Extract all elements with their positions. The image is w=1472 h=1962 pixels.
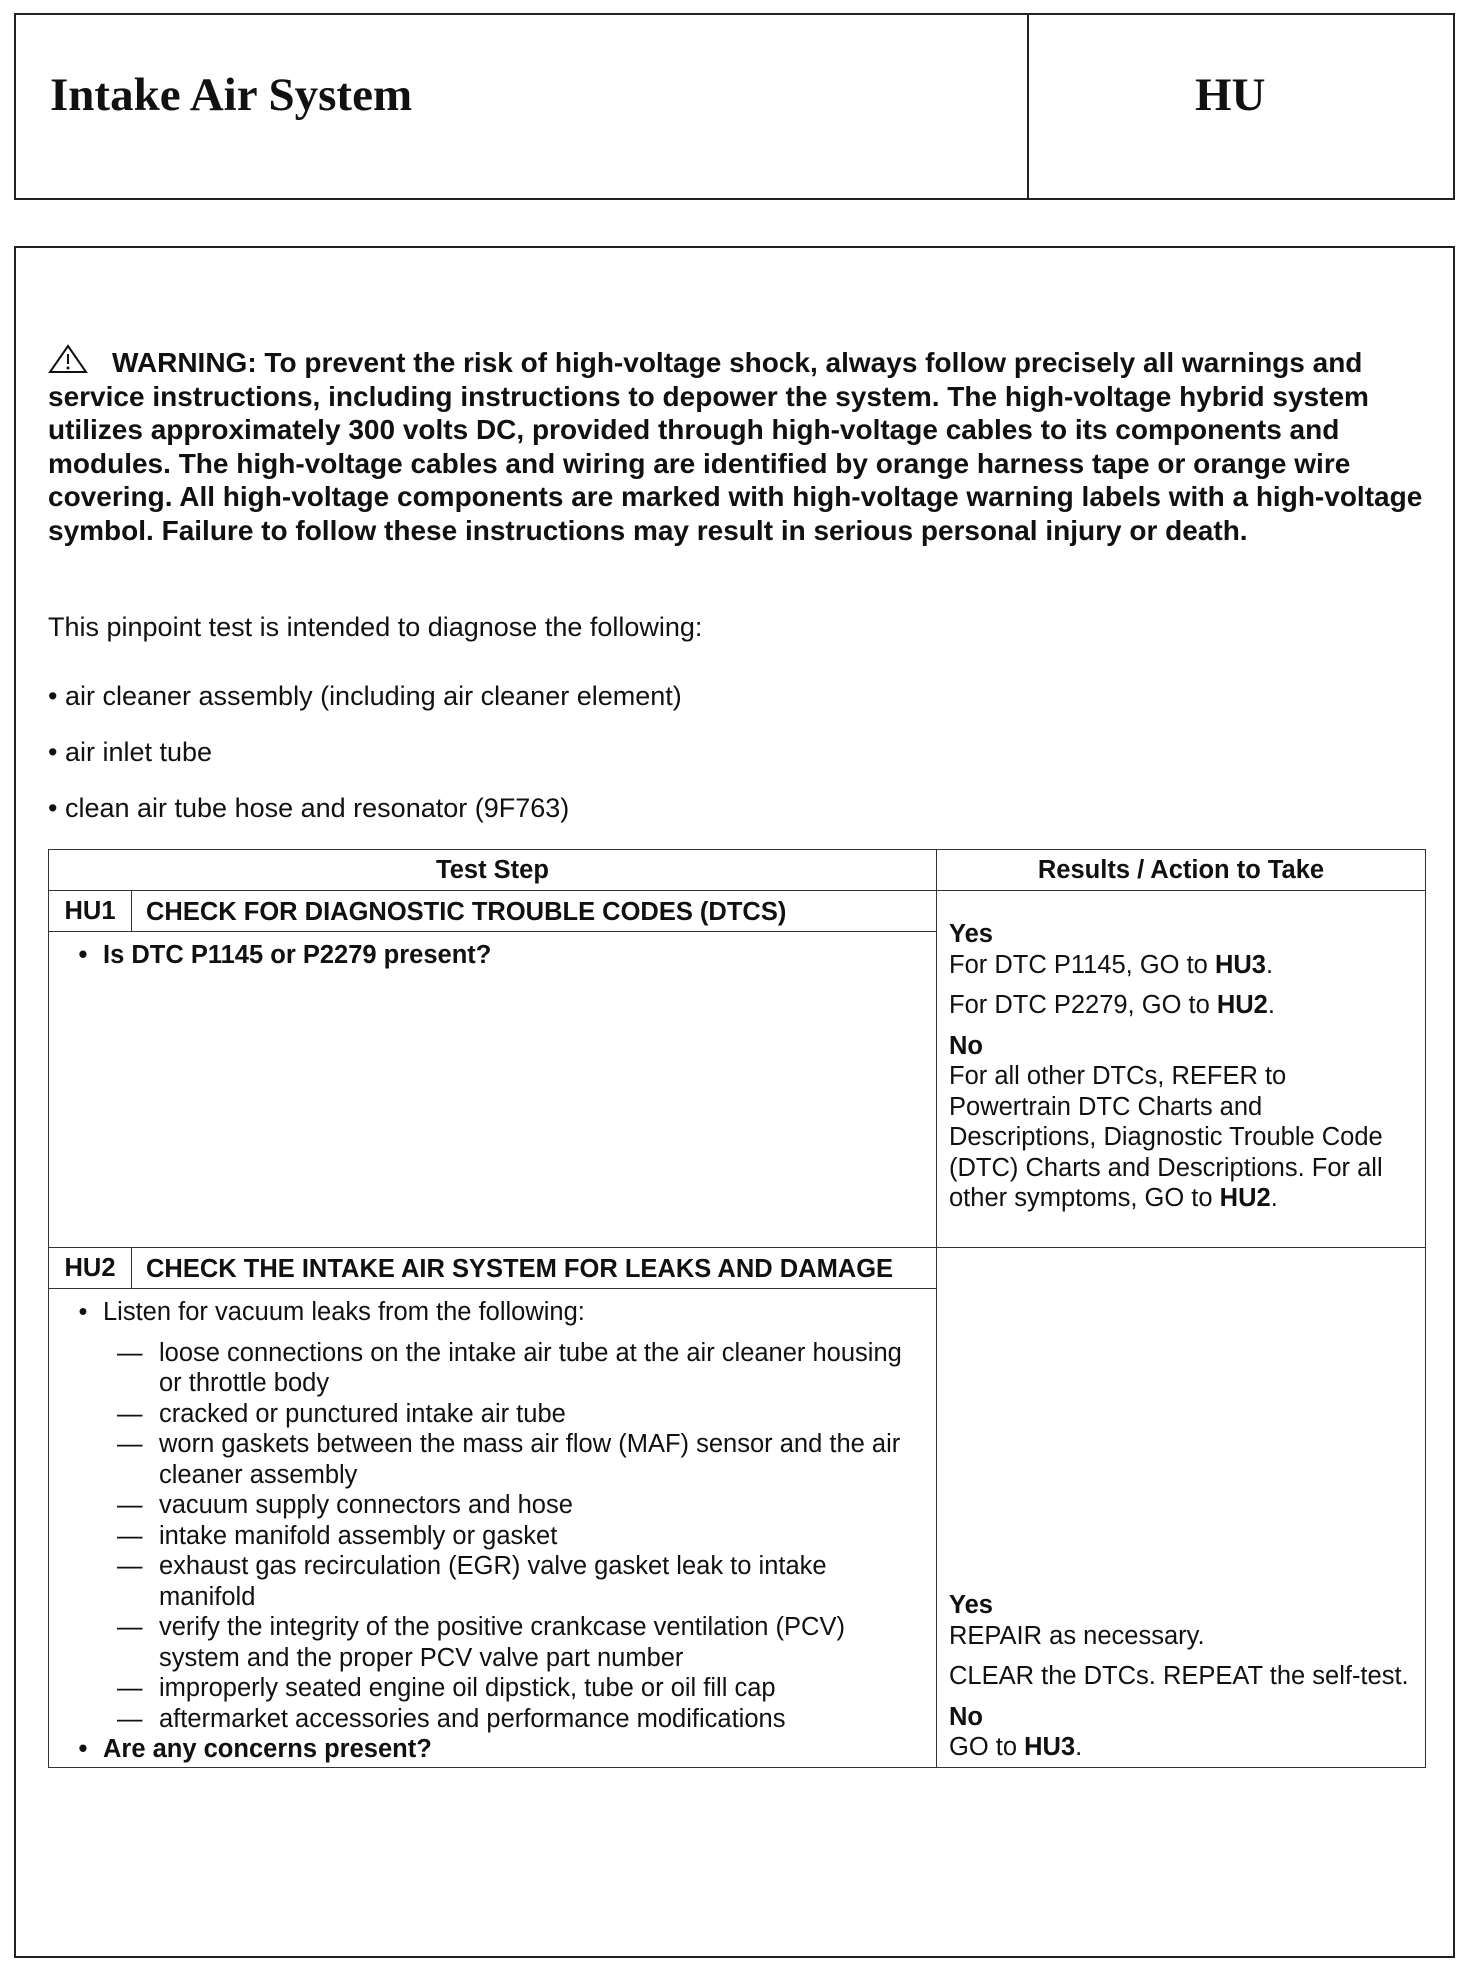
col-test-step: Test Step [49, 850, 937, 891]
step-body: • Is DTC P1145 or P2279 present? [49, 932, 937, 1248]
pinpoint-test-table [48, 849, 1426, 1768]
list-item: • air inlet tube [48, 737, 213, 767]
table-row [49, 891, 1426, 932]
list-item: — exhaust gas recirculation (EGR) valve gasket leak to intake manifold [117, 1552, 827, 1611]
step-code: HU1 [49, 891, 132, 932]
section-code: HU [1195, 69, 1266, 121]
step-code: HU2 [49, 1248, 132, 1289]
list-item: • clean air tube hose and resonator (9F763) [48, 793, 570, 823]
intro-text: This pinpoint test is intended to diagnose the following: [48, 612, 703, 642]
leak-list [63, 1338, 926, 1735]
table-row [49, 1248, 1426, 1289]
list-item: — loose connections on the intake air tube at the air cleaner housing or throttle body [117, 1338, 902, 1397]
warning-block [48, 344, 1428, 547]
step-body: • Listen for vacuum leaks from the following: — loose connections on the intake air tube at the air cleaner housing or throttle body — cracked or punctured intake air tube — worn gaskets between the mass air flow (MAF) sensor and the air cleaner assembly — vacuum supply connectors and hose — intake manifold assembly or gasket — exhaust gas recirculation (EGR) valve gasket leak to intake manifold — verify the integrity of the positive crankcase ventilation (PCV) system and the proper PCV valve part number — improperly seated engine oil dipstick, tube or oil fill cap — aftermarket accessories and performance modifications • Are any concerns present? [49, 1289, 937, 1768]
table-header [49, 850, 1426, 891]
list-item: — worn gaskets between the mass air flow (MAF) sensor and the air cleaner assembly [117, 1430, 901, 1489]
title-divider [1027, 15, 1029, 198]
list-item: — improperly seated engine oil dipstick, tube or oil fill cap [117, 1674, 776, 1702]
step-heading: CHECK THE INTAKE AIR SYSTEM FOR LEAKS AND DAMAGE [132, 1248, 937, 1289]
list-item: — vacuum supply connectors and hose [117, 1491, 573, 1519]
list-item: — cracked or punctured intake air tube [117, 1399, 566, 1428]
diagnose-list [48, 668, 682, 836]
list-item: • air cleaner assembly (including air cleaner element) [48, 681, 682, 711]
warning-triangle-icon [48, 344, 88, 374]
step-results: Yes For DTC P1145, GO to HU3. For DTC P2279, GO to HU2. No For all other DTCs, REFER to Powertrain DTC Charts and Descriptions, Diagnostic Trouble Code (DTC) Charts and Descriptions. For all other symptoms, GO to HU2. [937, 891, 1426, 1248]
list-item: — aftermarket accessories and performance modifications [117, 1704, 786, 1733]
step-results: Yes REPAIR as necessary. CLEAR the DTCs. REPEAT the self-test. No GO to HU3. [937, 1248, 1426, 1768]
step-heading: CHECK FOR DIAGNOSTIC TROUBLE CODES (DTCS) [132, 891, 937, 932]
warning-text: WARNING: To prevent the risk of high-voltage shock, always follow precisely all warnings and service instructions, including instructions to depower the system. The high-voltage hybrid system utilizes approximately 300 volts DC, provided through high-voltage cables to its components and modules. The high-voltage cables and wiring are identified by orange harness tape or orange wire covering. All high-voltage components are marked with high-voltage warning labels with a high-voltage symbol. Failure to follow these instructions may result in serious personal injury or death. [48, 347, 1423, 546]
list-item: — verify the integrity of the positive crankcase ventilation (PCV) system and the proper PCV valve part number [117, 1613, 845, 1672]
list-item: — intake manifold assembly or gasket [117, 1521, 558, 1550]
col-results: Results / Action to Take [937, 850, 1426, 891]
page-title: Intake Air System [50, 69, 413, 121]
